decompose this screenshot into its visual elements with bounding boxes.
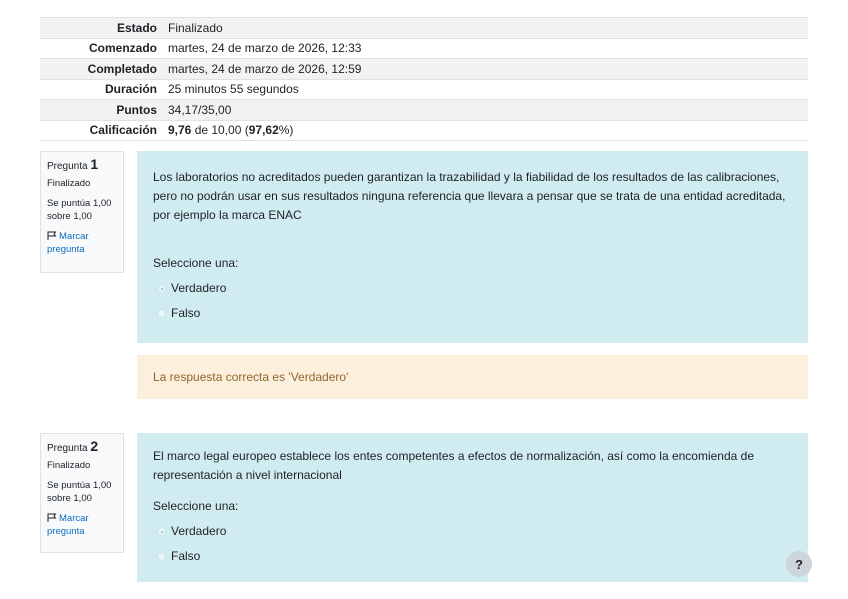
help-button[interactable] bbox=[786, 551, 812, 577]
summary-value: 25 minutos 55 segundos bbox=[161, 79, 808, 100]
grade-score: 9,76 bbox=[168, 123, 192, 138]
option-label: Falso bbox=[171, 306, 201, 320]
flag-question-link[interactable] bbox=[47, 512, 117, 538]
summary-value: martes, 24 de marzo de 2026, 12:33 bbox=[161, 38, 808, 59]
summary-label: Comenzado bbox=[40, 38, 161, 59]
grade-of-text: de 10,00 ( bbox=[191, 123, 249, 138]
summary-value: Finalizado bbox=[161, 18, 808, 39]
question-label: Pregunta bbox=[47, 443, 91, 454]
summary-row-duracion bbox=[40, 79, 808, 100]
summary-row-completado bbox=[40, 59, 808, 80]
summary-value bbox=[161, 120, 808, 141]
flag-question-link[interactable] bbox=[47, 230, 117, 256]
question-grade: Se puntúa 1,00 sobre 1,00 bbox=[47, 198, 112, 222]
summary-label: Calificación bbox=[40, 120, 161, 141]
question-1-feedback bbox=[137, 355, 808, 399]
question-grade: Se puntúa 1,00 sobre 1,00 bbox=[47, 480, 112, 504]
question-text: El marco legal europeo establece los entes competentes a efectos de normalización, así como la encomienda de representación a nivel internacional bbox=[153, 449, 755, 482]
question-1-info bbox=[40, 151, 124, 273]
question-number bbox=[47, 158, 117, 173]
answer-prompt: Seleccione una: bbox=[153, 499, 239, 513]
question-state: Finalizado bbox=[47, 460, 91, 471]
question-mark-icon: ? bbox=[795, 556, 803, 572]
answer-option-verdadero[interactable] bbox=[153, 276, 792, 301]
answer-option-falso[interactable] bbox=[153, 544, 792, 569]
summary-value: martes, 24 de marzo de 2026, 12:59 bbox=[161, 59, 808, 80]
summary-row-comenzado bbox=[40, 38, 808, 59]
question-2-content bbox=[137, 433, 808, 582]
question-number bbox=[47, 440, 117, 455]
question-number-value: 1 bbox=[90, 156, 99, 172]
summary-row-calificacion bbox=[40, 120, 808, 141]
flag-label: Marcar pregunta bbox=[47, 231, 89, 255]
right-answer-text: La respuesta correcta es 'Verdadero' bbox=[153, 370, 349, 384]
answer-option-falso[interactable] bbox=[153, 301, 792, 326]
radio-selected[interactable] bbox=[157, 527, 166, 536]
question-2-info bbox=[40, 433, 124, 553]
option-label: Falso bbox=[171, 549, 201, 563]
question-state: Finalizado bbox=[47, 178, 91, 189]
flag-icon bbox=[47, 231, 57, 240]
radio-selected[interactable] bbox=[157, 284, 166, 293]
option-label: Verdadero bbox=[171, 281, 227, 295]
question-label: Pregunta bbox=[47, 161, 91, 172]
question-text: Los laboratorios no acreditados pueden garantizan la trazabilidad y la fiabilidad de los resultados de las calibraciones, pero no podrán usar en sus resultados ninguna referencia que llevara a pensar que se trata de una entidad acreditada, por ejemplo la marca ENAC bbox=[153, 170, 786, 222]
summary-row-puntos bbox=[40, 100, 808, 121]
summary-row-estado bbox=[40, 18, 808, 39]
grade-percent: 97,62 bbox=[248, 123, 279, 138]
radio-unselected[interactable] bbox=[157, 309, 166, 318]
option-label: Verdadero bbox=[171, 524, 227, 538]
answer-prompt: Seleccione una: bbox=[153, 256, 239, 270]
question-number-value: 2 bbox=[90, 438, 99, 454]
flag-label: Marcar pregunta bbox=[47, 513, 89, 537]
flag-icon bbox=[47, 513, 57, 522]
summary-label: Puntos bbox=[40, 100, 161, 121]
attempt-summary-table bbox=[40, 17, 808, 141]
answer-option-verdadero[interactable] bbox=[153, 519, 792, 544]
radio-unselected[interactable] bbox=[157, 552, 166, 561]
summary-label: Completado bbox=[40, 59, 161, 80]
summary-label: Duración bbox=[40, 79, 161, 100]
question-1-content bbox=[137, 151, 808, 343]
grade-percent-suffix: %) bbox=[278, 123, 294, 138]
summary-value: 34,17/35,00 bbox=[161, 100, 808, 121]
summary-label: Estado bbox=[40, 18, 161, 39]
